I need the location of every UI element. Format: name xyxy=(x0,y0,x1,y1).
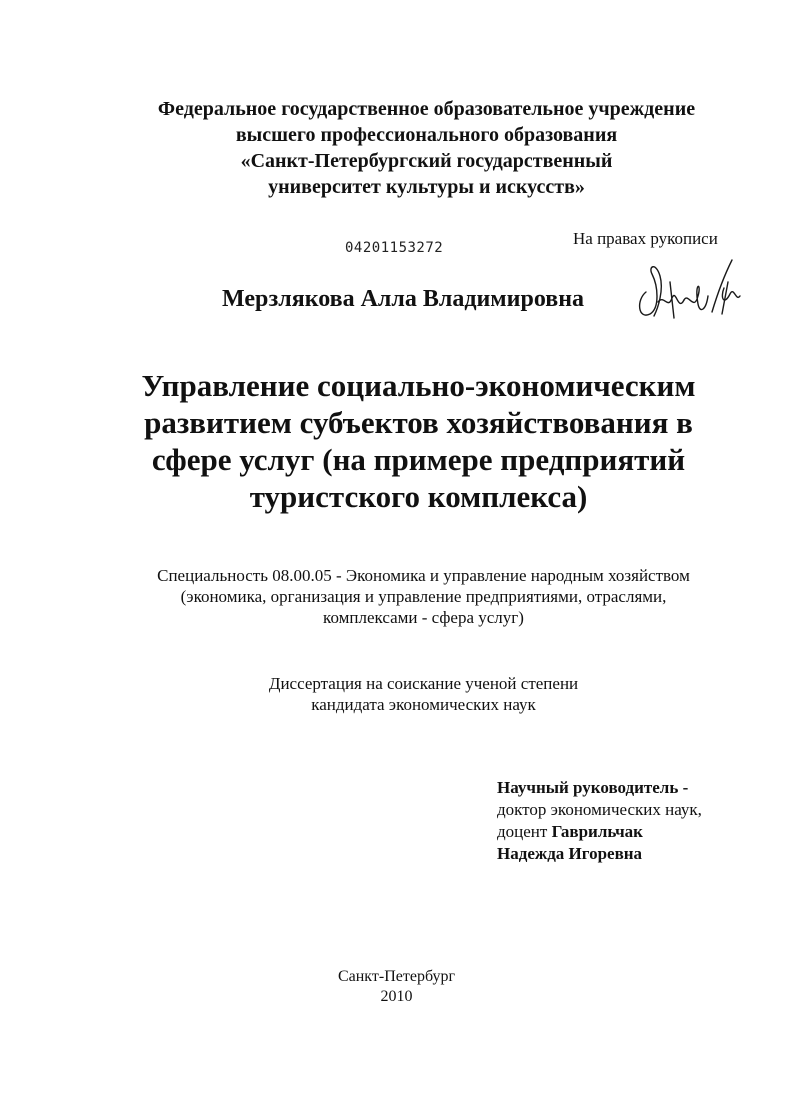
year: 2010 xyxy=(380,988,413,1005)
specialty xyxy=(90,565,757,628)
manuscript-rights-note: На правах рукописи xyxy=(573,229,718,248)
title-line: развитием субъектов хозяйствования в xyxy=(144,405,693,440)
place-and-year xyxy=(0,967,793,1007)
degree-line: Диссертация на соискание ученой степени xyxy=(268,674,579,693)
institution-line: университет культуры и искусств» xyxy=(268,176,585,198)
institution-line: «Санкт-Петербургский государственный xyxy=(240,150,613,172)
specialty-line: комплексами - сфера услуг) xyxy=(323,608,524,627)
institution-name xyxy=(0,96,793,200)
specialty-line: Специальность 08.00.05 - Экономика и управление народным хозяйством xyxy=(157,566,690,585)
supervisor-block xyxy=(497,777,702,865)
archive-code: 04201153272 xyxy=(345,240,444,256)
specialty-line: (экономика, организация и управление предприятиями, отраслями, xyxy=(180,587,667,606)
supervisor-rank-line xyxy=(497,821,702,843)
supervisor-credentials: доктор экономических наук, xyxy=(497,800,702,819)
supervisor-rank: доцент xyxy=(497,822,548,841)
supervisor-given-names: Надежда Игоревна xyxy=(497,844,643,863)
title-line: Управление социально-экономическим xyxy=(141,368,696,403)
title-line: туристского комплекса) xyxy=(249,479,588,514)
supervisor-heading: Научный руководитель - xyxy=(497,778,689,797)
institution-line: Федеральное государственное образовательное учреждение xyxy=(157,98,696,120)
title-line: сфере услуг (на примере предприятий xyxy=(151,442,686,477)
degree-statement xyxy=(90,673,757,715)
author-name: Мерзлякова Алла Владимировна xyxy=(222,286,585,312)
degree-line: кандидата экономических наук xyxy=(311,695,536,714)
supervisor-surname: Гаврильчак xyxy=(551,822,643,841)
institution-line: высшего профессионального образования xyxy=(235,124,618,146)
signature-icon xyxy=(628,252,748,332)
dissertation-title xyxy=(80,367,757,515)
city: Санкт-Петербург xyxy=(337,968,456,985)
